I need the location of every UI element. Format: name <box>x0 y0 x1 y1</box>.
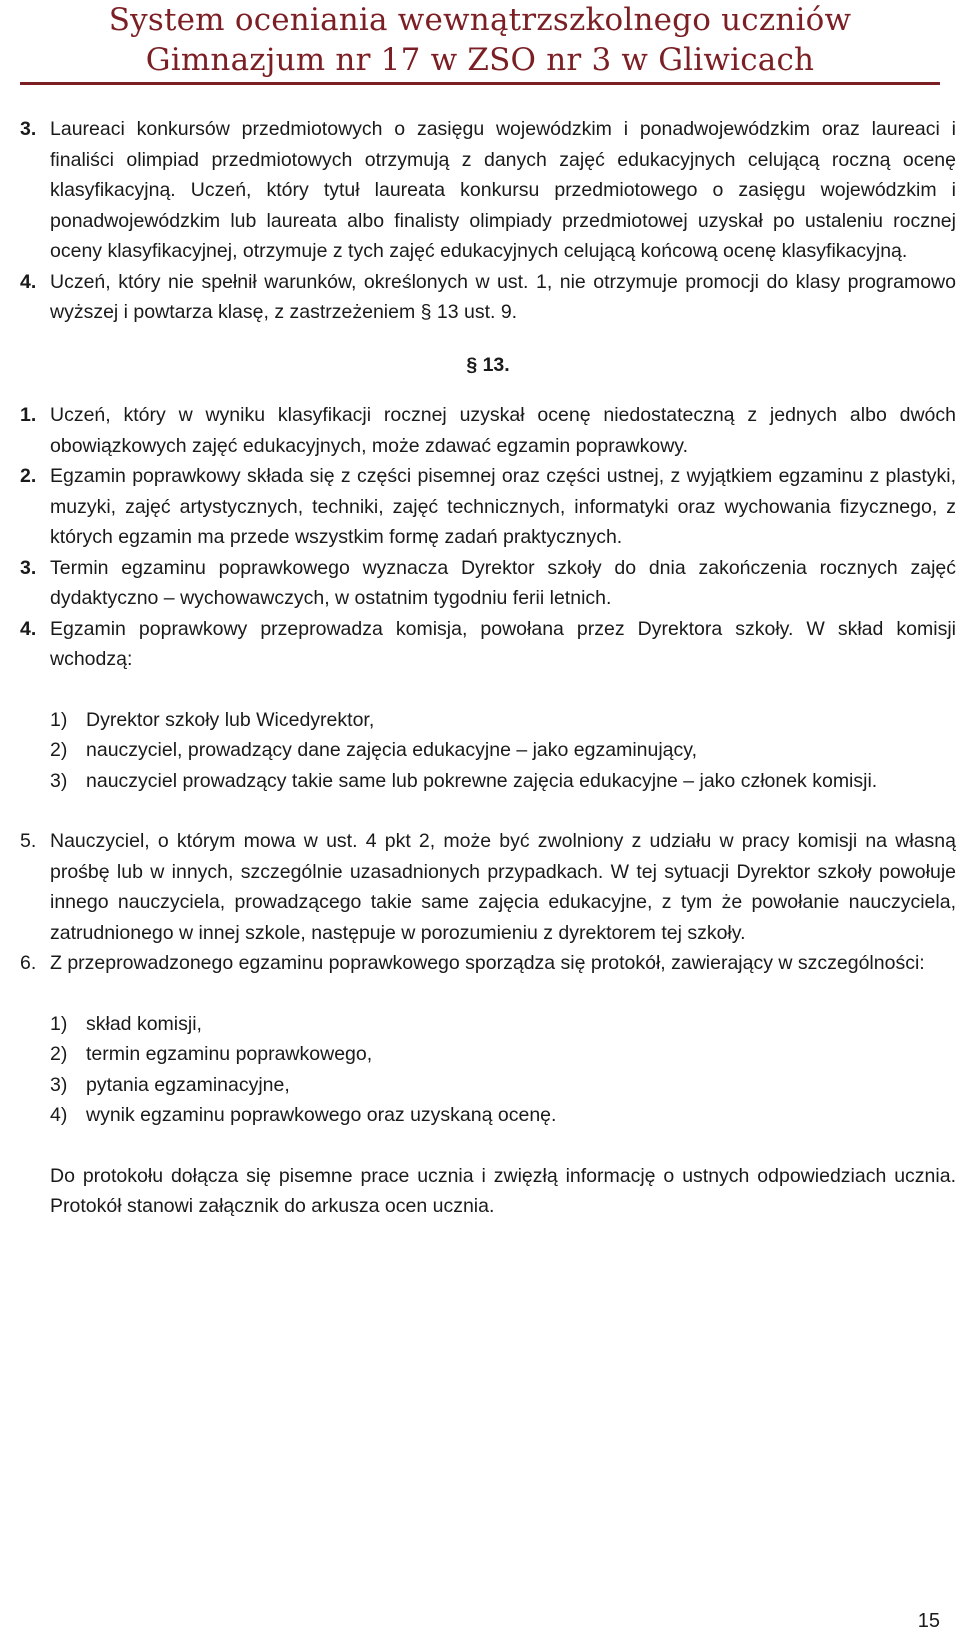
paragraph-number: 4. <box>20 617 37 640</box>
paragraph-item <box>20 461 956 553</box>
paragraph-text: Nauczyciel, o którym mowa w ust. 4 pkt 2, może być zwolniony z udziału w pracy komisji na własną prośbę lub w innych, szczególnie uzasadnionych przypadkach. W tej sytuacji Dyrektor szkoły powołuje innego nauczyciela, prowadzącego takie same zajęcia edukacyjne, z tym że powołanie nauczyciela, zatrudnionego w innej szkole, następuje w porozumieniu z dyrektorem tej szkoły. <box>50 830 956 944</box>
list-item <box>50 1009 956 1040</box>
paragraph-number: 5. <box>20 830 37 852</box>
commission-list <box>50 705 956 797</box>
list-item <box>50 705 956 736</box>
list-item-number: 3) <box>50 1073 68 1096</box>
page-header <box>0 0 960 80</box>
list-item-text: nauczyciel, prowadzący dane zajęcia edukacyjne – jako egzaminujący, <box>86 739 697 761</box>
protocol-list <box>50 1009 956 1131</box>
header-title-line-1: System oceniania wewnątrzszkolnego uczniów <box>108 2 852 38</box>
paragraph-number: 6. <box>20 952 37 974</box>
list-item-number: 3) <box>50 769 68 792</box>
header-title-line-2: Gimnazjum nr 17 w ZSO nr 3 w Gliwicach <box>145 42 815 78</box>
list-item-text: nauczyciel prowadzący takie same lub pokrewne zajęcia edukacyjne – jako członek komisji. <box>86 769 878 792</box>
list-item-number: 1) <box>50 1012 68 1035</box>
paragraph-number: 2. <box>20 465 37 487</box>
closing-paragraph: Do protokołu dołącza się pisemne prace ucznia i zwięzłą informację o ustnych odpowiedziach ucznia. Protokół stanowi załącznik do arkusza ocen ucznia. <box>50 1164 956 1217</box>
list-item <box>50 766 956 797</box>
list-item-number: 2) <box>50 1043 68 1065</box>
paragraph-text: Z przeprowadzonego egzaminu poprawkowego sporządza się protokół, zawierający w szczególności: <box>50 952 925 974</box>
paragraph-number: 3. <box>20 556 37 579</box>
list-item <box>50 1100 956 1131</box>
list-item-text: skład komisji, <box>86 1012 202 1035</box>
paragraph-text: Termin egzaminu poprawkowego wyznacza Dyrektor szkoły do dnia zakończenia rocznych zajęć dydaktyczno – wychowawczych, w ostatnim tygodniu ferii letnich. <box>50 556 956 609</box>
header-divider <box>20 82 940 85</box>
paragraph-item <box>20 114 956 267</box>
section-heading: § 13. <box>466 353 510 376</box>
paragraph-item <box>20 826 956 948</box>
list-item-text: wynik egzaminu poprawkowego oraz uzyskaną ocenę. <box>86 1104 557 1126</box>
list-item-text: termin egzaminu poprawkowego, <box>86 1043 373 1065</box>
paragraph-text: Uczeń, który nie spełnił warunków, określonych w ust. 1, nie otrzymuje promocji do klasy programowo wyższej i powtarza klasę, z zastrzeżeniem § 13 ust. 9. <box>50 270 956 323</box>
list-item-text: Dyrektor szkoły lub Wicedyrektor, <box>86 708 375 731</box>
paragraph-number: 3. <box>20 118 37 140</box>
paragraph-text: Uczeń, który w wyniku klasyfikacji rocznej uzyskał ocenę niedostateczną z jednych albo dwóch obowiązkowych zajęć edukacyjnych, może zdawać egzamin poprawkowy. <box>50 404 956 457</box>
paragraph-item <box>20 614 956 675</box>
list-item-text: pytania egzaminacyjne, <box>86 1073 290 1096</box>
paragraph-item <box>20 948 956 979</box>
list-item-number: 2) <box>50 739 68 761</box>
list-item-number: 4) <box>50 1104 68 1126</box>
paragraph-number: 1. <box>20 404 37 426</box>
paragraph-item <box>20 553 956 614</box>
paragraph-text: Egzamin poprawkowy składa się z części pisemnej oraz części ustnej, z wyjątkiem egzaminu z plastyki, muzyki, zajęć artystycznych, techniki, zajęć technicznych, informatyki oraz wychowania fizycznego, z których egzamin ma przede wszystkim formę zadań praktycznych. <box>50 465 956 548</box>
list-item <box>50 735 956 766</box>
paragraph-text: Egzamin poprawkowy przeprowadza komisja, powołana przez Dyrektora szkoły. W skład komisji wchodzą: <box>50 617 956 670</box>
paragraph-item <box>20 400 956 461</box>
list-item <box>50 1039 956 1070</box>
paragraph-number: 4. <box>20 270 37 293</box>
paragraph-text: Laureaci konkursów przedmiotowych o zasięgu wojewódzkim i ponadwojewódzkim oraz laureaci i finaliści olimpiad przedmiotowych otrzymują z danych zajęć edukacyjnych celującą roczną ocenę klasyfikacyjną. Uczeń, który tytuł laureata konkursu przedmiotowego o zasięgu wojewódzkim i ponadwojewódzkim lub laureata albo finalisty olimpiady przedmiotowej uzyskał po ustaleniu rocznej oceny klasyfikacyjnej, otrzymuje z tych zajęć edukacyjnych celującą końcową ocenę klasyfikacyjną. <box>50 118 956 262</box>
page-number: 15 <box>917 1610 940 1632</box>
document-body <box>20 114 956 1222</box>
list-item <box>50 1070 956 1101</box>
list-item-number: 1) <box>50 708 68 731</box>
paragraph-item <box>20 267 956 328</box>
